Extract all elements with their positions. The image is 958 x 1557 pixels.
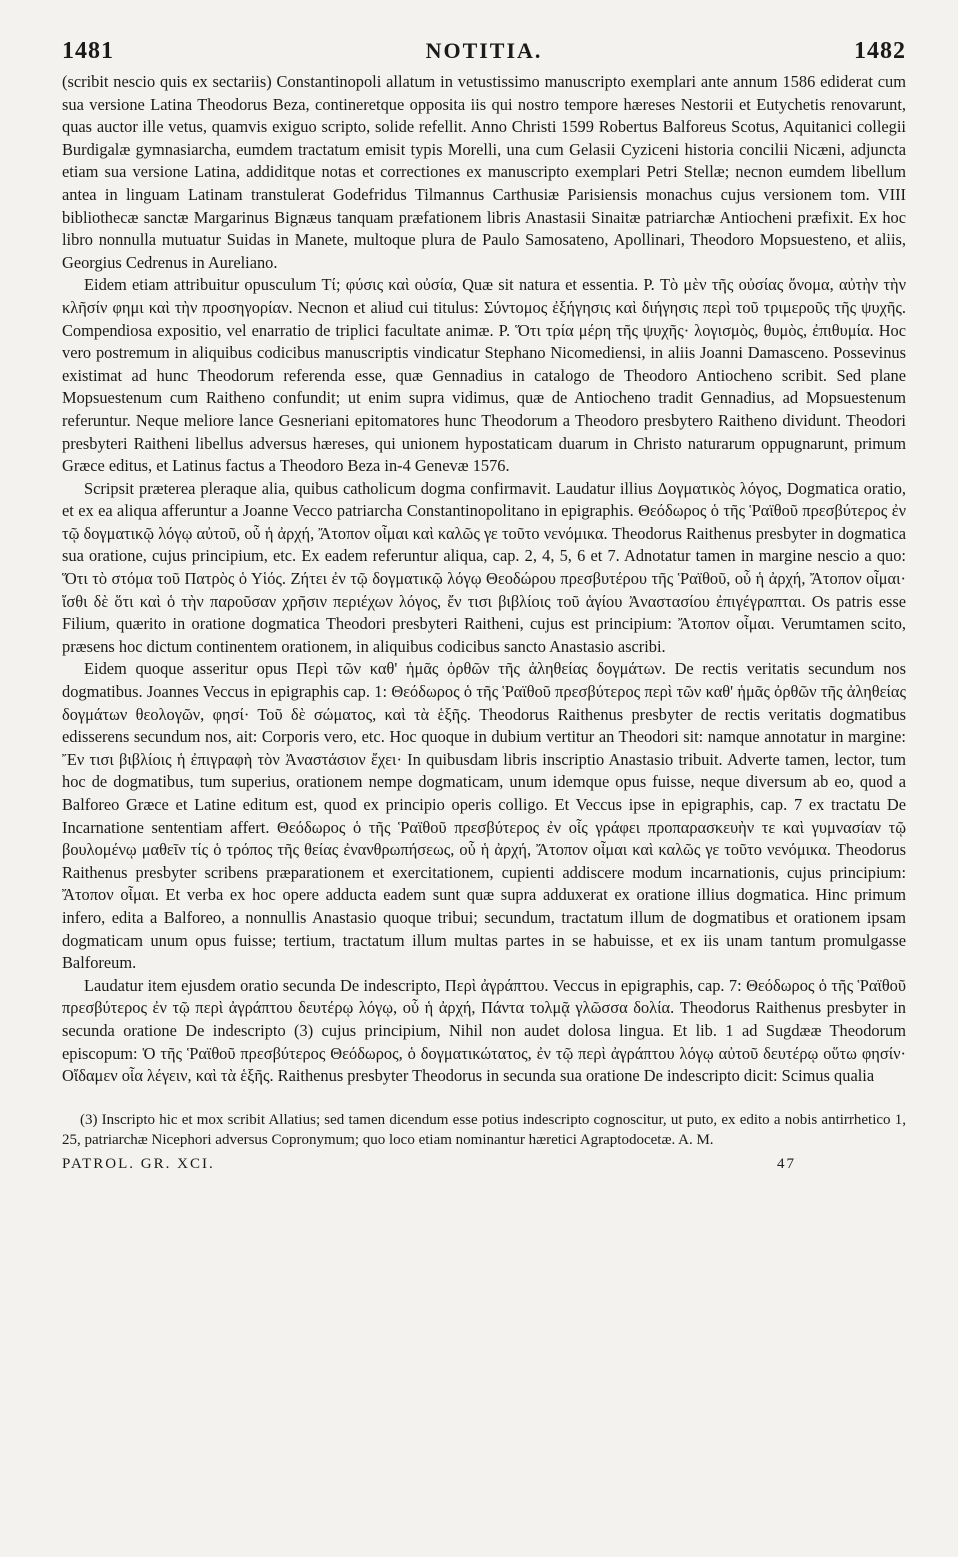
footnote bbox=[62, 1110, 906, 1150]
left-column-number: 1481 bbox=[62, 38, 114, 64]
right-column-number: 1482 bbox=[853, 38, 906, 64]
signature-right: 47 bbox=[777, 1155, 796, 1172]
main-text bbox=[62, 71, 906, 1088]
paragraph-2: Eidem etiam attribuitur opusculum Τί; φύσις καὶ οὐσία, Quæ sit natura et essentia. P. Τὸ μὲν τῆς οὐσίας ὄνομα, αὐτὴν τὴν κλῆσίν φημι καὶ τὴν προσηγορίαν. Necnon et aliud cui titulus: Σύντομος ἐξήγησις καὶ διήγησις περὶ τοῦ τριμεροῦς τῆς ψυχῆς. Compendiosa expositio, vel enarratio de triplici facultate animæ. P. Ὅτι τρία μέρη τῆς ψυχῆς· λογισμὸς, θυμὸς, ἐπιθυμία. Hoc vero postremum in aliquibus codicibus manuscriptis vindicatur Stephano Nicomediensi, in aliis Joanni Damasceno. Possevinus existimat ad hunc Theodorum referenda esse, quæ Gennadius in catalogo de Theodoro Antiocheno scribit. Sed plane Mopsuestenum cum Raitheno confundit; ut enim supra vidimus, quæ de Antiocheno tradit Gennadius, ad Mopsuestenum referuntur. Neque meliore lance Gesneriani epitomatores hunc Theodorum a Theodoro presbytero Raitheno dividunt. Theodori presbyteri Raitheni libellus adversus hæreses, qui unionem hypostaticam duarum in Christo naturarum oppugnarunt, primum Græce editus, et Latinus factus a Theodoro Beza in-4 Genevæ 1576. bbox=[62, 275, 906, 476]
signature-line bbox=[62, 1156, 906, 1173]
paragraph-5: Laudatur item ejusdem oratio secunda De indescripto, Περὶ ἀγράπτου. Veccus in epigraphis, cap. 7: Θεόδωρος ὁ τῆς Ῥαϊθοῦ πρεσβύτερος ἐν τῷ περὶ ἀγράπτου δευτέρῳ λόγῳ, οὗ ἡ ἀρχή, Πάντα τολμᾷ γλῶσσα δολία. Theodorus Raithenus presbyter in secunda oratione De indescripto (3) cujus principium, Nihil non audet dolosa lingua. Et lib. 1 ad Sugdææ Theodorum episcopum: Ὁ τῆς Ῥαϊθοῦ πρεσβύτερος Θεόδωρος, ὁ δογματικώτατος, ἐν τῷ περὶ ἀγράπτου λόγῳ αὐτοῦ δευτέρῳ οὕτω φησίν· Οἴδαμεν οἷα λέγειν, καὶ τὰ ἑξῆς. Raithenus presbyter Theodorus in secunda sua oratione De indescripto dicit: Scimus qualia bbox=[62, 975, 906, 1086]
signature-left: PATROL. GR. XCI. bbox=[62, 1155, 215, 1172]
paragraph-1: (scribit nescio quis ex sectariis) Constantinopoli allatum in vetustissimo manuscripto exemplari ante annum 1586 ediderat cum sua versione Latina Theodorus Beza, contineretque opposita iis qui nostro tempore hæreses Nestorii et Eutychetis renovarunt, quas auctor ille vetus, quamvis exiguo scripto, solide refellit. Anno Christi 1599 Robertus Balforeus Scotus, Aquitanici collegii Burdigalæ gymnasiarcha, eumdem tractatum emisit typis Morelli, una cum Gelasii Cyziceni historia concilii Nicæni, adjuncta etiam sua versione Latina, addiditque notas et correctiones ex manuscripto exemplari Petri Stellæ; necnon eumdem libellum antea in linguam Latinam transtulerat Godefridus Tilmannus Carthusiæ Parisiensis monachus cujus versionem tom. VIII bibliothecæ sanctæ Margarinus Bignæus tanquam præfationem libris Anastasii Sinaitæ patriarchæ Antiocheni præfixit. Ex hoc libro nonnulla mutuatur Suidas in Manete, multoque plura de Paulo Samosateno, Apollinari, Theodoro Mopsuesteno, et aliis, Georgius Cedrenus in Aureliano. bbox=[62, 72, 906, 272]
running-title: NOTITIA. bbox=[425, 38, 543, 63]
page-header bbox=[62, 38, 906, 65]
paragraph-3: Scripsit præterea pleraque alia, quibus catholicum dogma confirmavit. Laudatur illius Δογματικὸς λόγος, Dogmatica oratio, et ex ea aliqua afferuntur a Joanne Vecco patriarcha Constantinopolitano in epigraphis. Θεόδωρος ὁ τῆς Ῥαϊθοῦ πρεσβύτερος ἐν τῷ δογματικῷ λόγῳ αὐτοῦ, οὗ ἡ ἀρχή, Ἄτοπον οἶμαι καὶ καλῶς γε τοῦτο νενόμικα. Theodorus Raithenus presbyter in dogmatica sua oratione, cujus principium, etc. Ex eadem referuntur aliqua, cap. 2, 4, 5, 6 et 7. Adnotatur tamen in margine nescio a quo: Ὅτι τὸ στόμα τοῦ Πατρὸς ὁ Υἱός. Ζήτει ἐν τῷ δογματικῷ λόγῳ Θεοδώρου πρεσβυτέρου τῆς Ῥαϊθοῦ, οὗ ἡ ἀρχή, Ἄτοπον οἶμαι· ἴσθι δὲ ὅτι καὶ ὁ τὴν παροῦσαν χρῆσιν περιέχων λόγος, ἔν τισι βιβλίοις τοῦ ἁγίου Ἀναστασίου ἐπιγέγραπται. Os patris esse Filium, quærito in oratione dogmatica Theodori presbyteri Raitheni, cujus est principium: Ἄτοπον οἶμαι. Verumtamen scito, præsens hoc dictum continentem orationem, in aliquibus codicibus sancto Anastasio ascribi. bbox=[62, 478, 906, 656]
footnote-text: (3) Inscripto hic et mox scribit Allatius; sed tamen dicendum esse potius indescripto cognoscitur, ut puto, ex edito a nobis antirrhetico 1, 25, patriarchæ Nicephori adversus Copronymum; quo loco etiam nominantur hæretici Agraptodocetæ. A. M. bbox=[62, 1111, 906, 1148]
paragraph-4: Eidem quoque asseritur opus Περὶ τῶν καθ' ἡμᾶς ὀρθῶν τῆς ἀληθείας δογμάτων. De rectis veritatis secundum nos dogmatibus. Joannes Veccus in epigraphis cap. 1: Θεόδωρος ὁ τῆς Ῥαϊθοῦ πρεσβύτερος περὶ τῶν καθ' ἡμᾶς ὀρθῶν τῆς ἀληθείας δογμάτων θεολογῶν, φησί· Τοῦ δὲ σώματος, καὶ τὰ ἑξῆς. Theodorus Raithenus presbyter de rectis veritatis dogmatibus edisserens secundum nos, ait: Corporis vero, etc. Hoc quoque in dubium vertitur an Theodori sit: namque annotatur in margine: Ἔν τισι βιβλίοις ἡ ἐπιγραφὴ τὸν Ἀναστάσιον ἔχει· In quibusdam libris inscriptio Anastasio tribuit. Adverte tamen, lector, tum hoc de dogmatibus, tum superius, orationem nempe dogmaticam, unum idemque opus fuisse, neque diversum ab eo, quod a Balforeo Græce et Latine editum est, quod ex principio operis colligo. Et Veccus ipse in epigraphis, cap. 7 ex tractatu De Incarnatione sententiam affert. Θεόδωρος ὁ τῆς Ῥαϊθοῦ πρεσβύτερος ἐν οἷς γράφει προπαρασκευὴν τε καὶ γυμνασίαν τῷ βουλομένῳ μαθεῖν τίς ὁ τρόπος τῆς θείας ἐνανθρωπήσεως, οὗ ἡ ἀρχή, Ἄτοπον οἶμαι καὶ καλῶς γε τοῦτο νενόμικα. Theodorus Raithenus presbyter scribens præparationem et exercitationem, cupienti addiscere modum incarnationis, cujus principium: Ἄτοπον οἶμαι. Et verba ex hoc opere adducta eadem sunt quæ supra adduxerat ex oratione illius dogmatica. Hinc primum infero, edita a Balforeo, a nonnullis Anastasio quoque tribui; secundum, tractatum illum de dogmatibus et orationem ipsam dogmaticam unum opus fuisse; tertium, tractatum illum multas partes in se habuisse, et ex iis unam tantum promulgasse Balforeum. bbox=[62, 659, 906, 973]
